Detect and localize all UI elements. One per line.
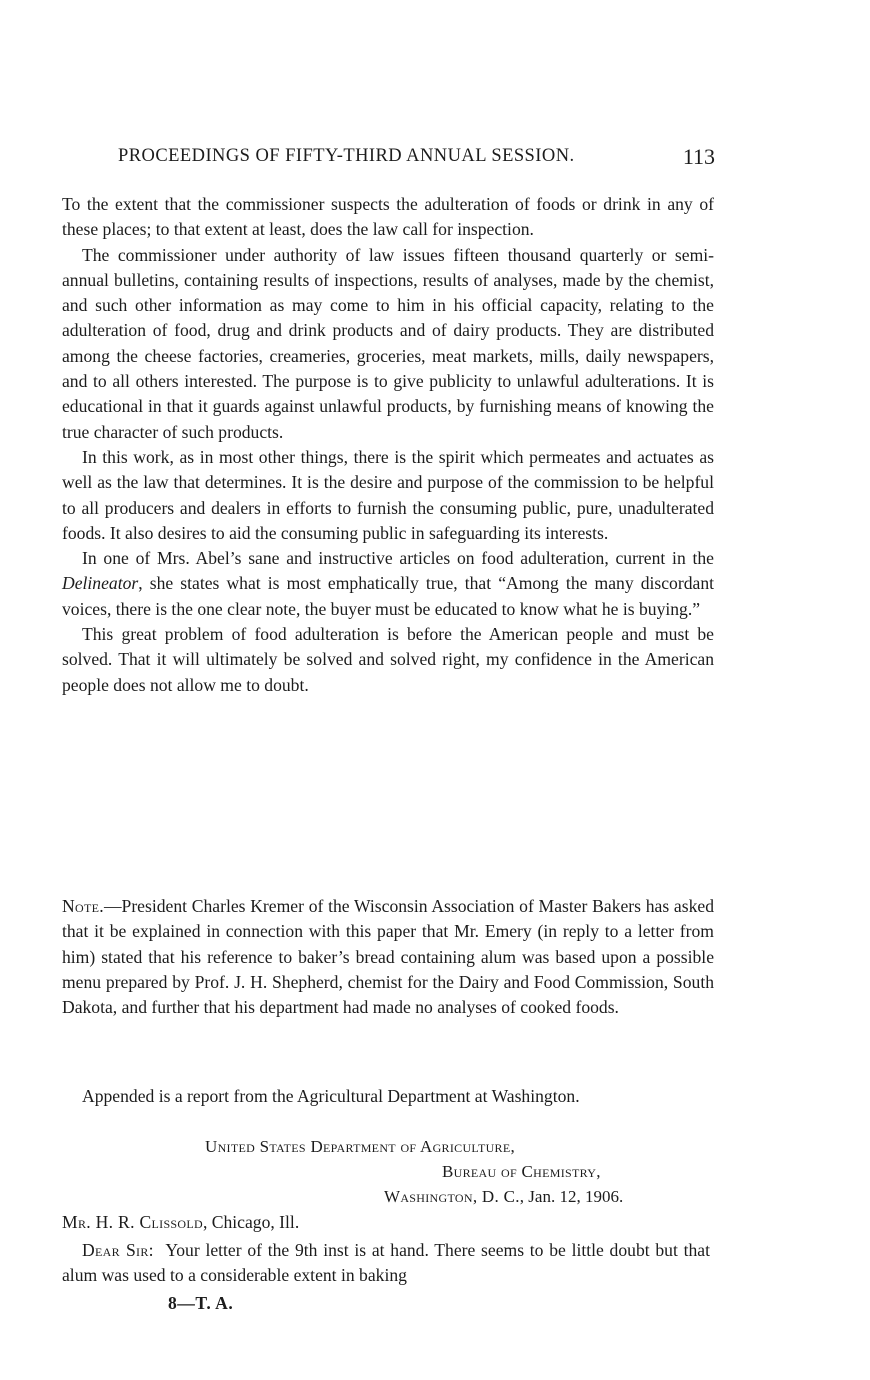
paragraph-abel-article xyxy=(62,546,714,622)
letterhead-date: , Jan. 12, 1906. xyxy=(519,1187,624,1206)
note-paragraph xyxy=(62,894,714,1020)
abel-text-after: , she states what is most emphatically true, that “Among the many discordant voices, there is the one clear note, the buyer must be educated to know what he is buying.” xyxy=(62,573,714,619)
header-title: PROCEEDINGS OF FIFTY-THIRD ANNUAL SESSION. xyxy=(118,146,575,166)
running-header xyxy=(118,146,715,176)
appended-paragraph: Appended is a report from the Agricultural Department at Washington. xyxy=(82,1086,580,1106)
addressee-place: , Chicago, Ill. xyxy=(202,1212,300,1232)
note-text: —President Charles Kremer of the Wisconsin Association of Master Bakers has asked that it be explained in connection with this paper that Mr. Emery (in reply to a letter from him) stated that his reference to baker’s bread containing alum was based upon a possible menu prepared by Prof. J. H. Shepherd, chemist for the Dairy and Food Commission, South Dakota, and further that his department had made no analyses of cooked foods. xyxy=(62,896,714,1018)
addressee-line xyxy=(62,1212,299,1233)
paragraph-bulletins: The commissioner under authority of law issues fifteen thousand quarterly or semi-annual bulletins, containing results of inspections, results of analyses, made by the chemist, and such other information as may come to him in his official capacity, relating to the adulteration of food, drug and drink products and of dairy products. They are distributed among the cheese factories, creameries, groceries, meat markets, mills, daily newspapers, and to all others interested. The purpose is to give publicity to unlawful adulterations. It is educational in that it guards against unlawful products, by furnishing means of knowing the true character of such products. xyxy=(62,244,714,442)
letter-text: Your letter of the 9th inst is at hand. There seems to be little doubt but that alum was used to a considerable extent in baking xyxy=(62,1240,710,1286)
paragraph-problem: This great problem of food adulteration is before the American people and must be solved. That it will ultimately be solved and solved right, my confidence in the American people does not allow me to doubt. xyxy=(62,624,714,695)
paragraph-inspection: To the extent that the commissioner suspects the adulteration of foods or drink in any of these places; to that extent at least, does the law call for inspection. xyxy=(62,194,714,240)
letterhead-bureau: Bureau of Chemistry, xyxy=(442,1162,601,1181)
letterhead-place-date xyxy=(384,1187,623,1207)
letter-salutation: Dear Sir: xyxy=(82,1240,154,1260)
note-label: Note. xyxy=(62,896,104,916)
paragraph-spirit: In this work, as in most other things, there is the spirit which permeates and actuates as well as the law that determines. It is the desire and purpose of the commission to be helpful to all producers and dealers in efforts to furnish the consuming public, pure, unadulterated foods. It also desires to aid the consuming public in safeguarding its interests. xyxy=(62,446,714,543)
signature-mark: 8—T. A. xyxy=(168,1293,234,1313)
addressee-name: Mr. H. R. Clissold xyxy=(62,1212,203,1232)
main-body xyxy=(62,192,714,698)
page-number: 113 xyxy=(682,144,715,169)
abel-text-before: In one of Mrs. Abel’s sane and instructive articles on food adulteration, current in the xyxy=(82,548,714,569)
letterhead-department: United States Department of Agriculture, xyxy=(205,1137,516,1156)
delineator-title: Delineator xyxy=(62,573,139,594)
letterhead-place: Washington, D. C. xyxy=(384,1187,520,1206)
letter-body xyxy=(62,1238,710,1289)
